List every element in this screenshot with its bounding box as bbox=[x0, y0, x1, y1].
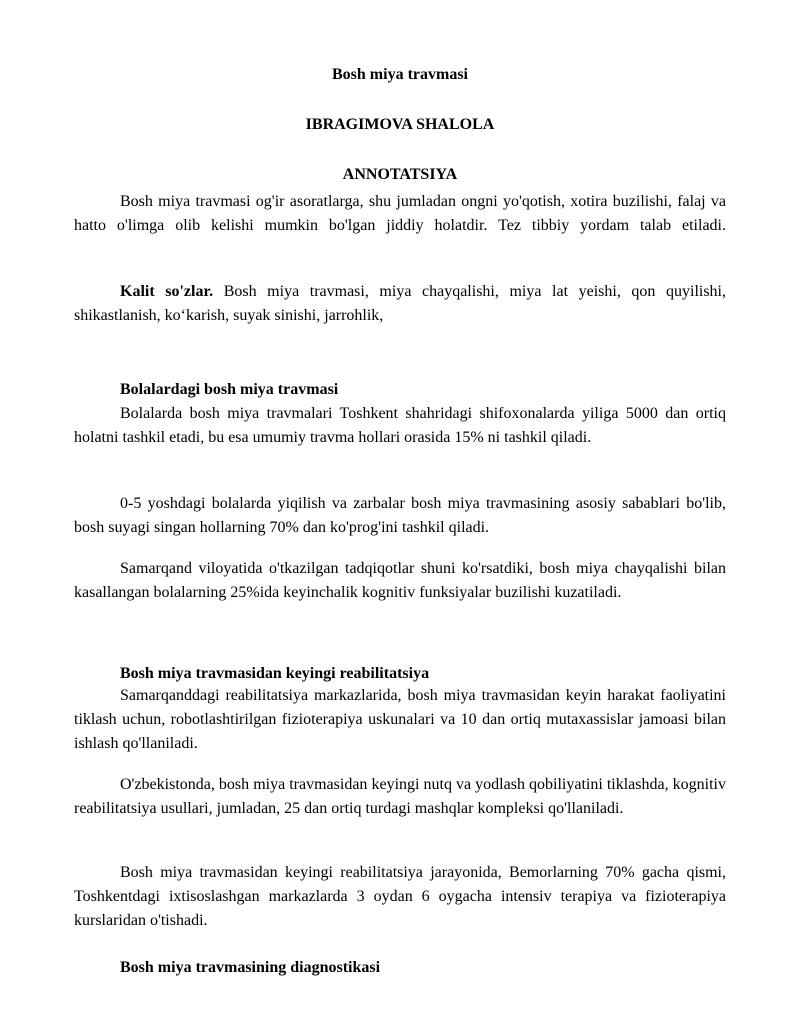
document-title: Bosh miya travmasi bbox=[332, 66, 468, 83]
keywords-paragraph bbox=[74, 280, 726, 328]
annotation-paragraph: Bosh miya travmasi og'ir asoratlarga, shu jumladan ongni yo'qotish, xotira buzilishi, falaj va hatto o'limga olib kelishi mumkin bo'lgan jiddiy holatdir. Tez tibbiy yordam talab etiladi. bbox=[74, 193, 726, 234]
keywords-text: Bosh miya travmasi, miya chayqalishi, miya lat yeishi, qon quyilishi, shikastlanish, ko‘karish, suyak sinishi, jarrohlik, bbox=[74, 283, 727, 324]
section-paragraph: 0-5 yoshdagi bolalarda yiqilish va zarbalar bosh miya travmasining asosiy sabablari bo'lib, bosh suyagi singan hollarning 70% dan ko'prog'ini tashkil qiladi. bbox=[74, 495, 726, 536]
section-heading-rehabilitation: Bosh miya travmasidan keyingi reabilitatsiya bbox=[120, 665, 430, 682]
section-paragraph: Samarqanddagi reabilitatsiya markazlarida, bosh miya travmasidan keyin harakat faoliyatini tiklash uchun, robotlashtirilgan fizioterapiya uskunalari va 10 dan ortiq mutaxassislar jamoasi bilan ishlash qo'llaniladi. bbox=[74, 687, 726, 752]
annotation-heading: ANNOTATSIYA bbox=[342, 166, 458, 183]
section-heading-diagnostics: Bosh miya travmasining diagnostikasi bbox=[120, 959, 381, 976]
section-paragraph: Bosh miya travmasidan keyingi reabilitatsiya jarayonida, Bemorlarning 70% gacha qismi, Toshkentdagi ixtisoslashgan markazlarda 3 oydan 6 oygacha intensiv terapiya va fizioterapiya kurslaridan o'tishadi. bbox=[74, 864, 726, 929]
section-paragraph: Samarqand viloyatida o'tkazilgan tadqiqotlar shuni ko'rsatdiki, bosh miya chayqalishi bilan kasallangan bolalarning 25%ida keyinchalik kognitiv funksiyalar buzilishi kuzatiladi. bbox=[74, 560, 726, 601]
section-paragraph: O'zbekistonda, bosh miya travmasidan keyingi nutq va yodlash qobiliyatini tiklashda, kognitiv reabilitatsiya usullari, jumladan, 25 dan ortiq turdagi mashqlar kompleksi qo'llaniladi. bbox=[74, 776, 726, 817]
section-paragraph: Bolalarda bosh miya travmalari Toshkent shahridagi shifoxonalarda yiligа 5000 dan ortiq holatni tashkil etadi, bu esa umumiy travma hollari orasida 15% ni tashkil qiladi. bbox=[74, 405, 726, 446]
section-heading-children: Bolalardagi bosh miya travmasi bbox=[120, 381, 339, 398]
author-name: IBRAGIMOVA SHALOLA bbox=[305, 116, 495, 133]
keywords-label: Kalit so'zlar. bbox=[120, 283, 214, 300]
